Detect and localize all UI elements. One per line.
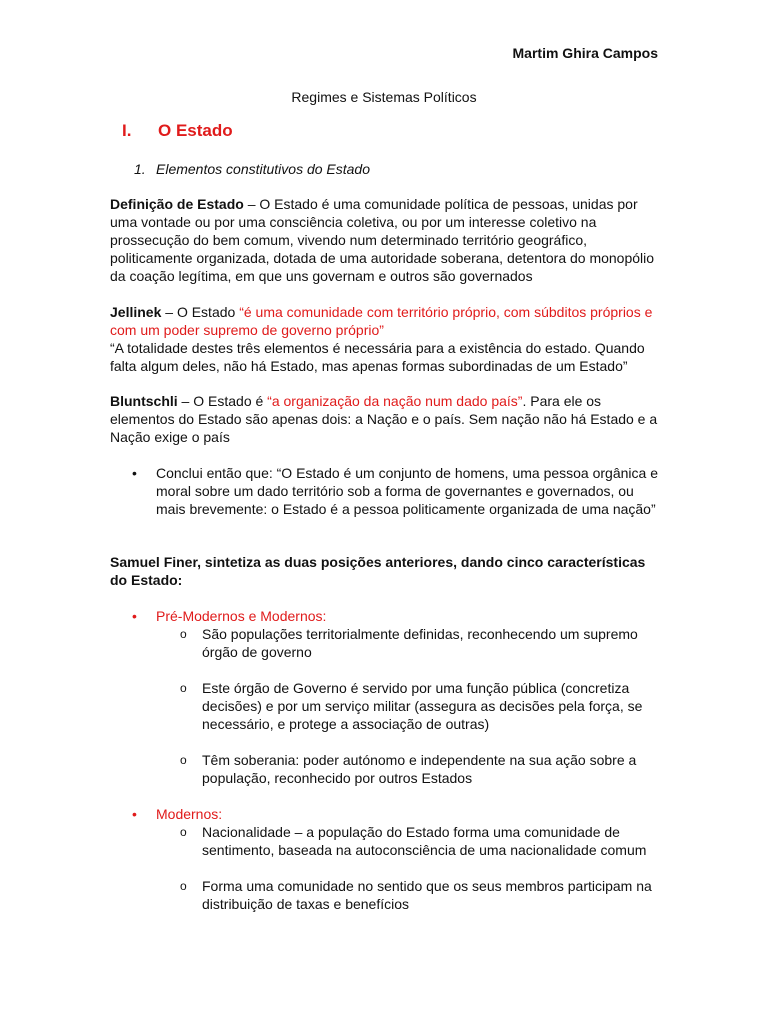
- bluntschli-rest: . Para ele os elementos do Estado são apenas dois: a Nação e o país. Sem nação não há Estado e a Nação exige o país: [110, 393, 658, 445]
- subsection-heading: [134, 160, 370, 178]
- subsection-label: Elementos constitutivos do Estado: [156, 161, 371, 177]
- list-item: [180, 877, 660, 913]
- sub-bullet-mark: o: [180, 681, 187, 695]
- list-item: [180, 751, 660, 787]
- finer-paragraph: Samuel Finer, sintetiza as duas posições anteriores, dando cinco características do Estado:: [110, 554, 646, 588]
- jellinek-paragraph: [110, 303, 658, 375]
- definition-paragraph: [110, 195, 658, 285]
- list-item: [180, 679, 660, 733]
- group-bullet-premodernos: [110, 607, 658, 625]
- jellinek-intro: – O Estado: [161, 304, 240, 320]
- list-item-text: Este órgão de Governo é servido por uma função pública (concretiza decisões) e por um serviço militar (assegura as decisões pela força, se necessário, e protege a associação de outras): [202, 680, 643, 732]
- bullet-mark: •: [132, 465, 137, 481]
- sub-bullet-mark: o: [180, 879, 187, 893]
- list-item-text: Nacionalidade – a população do Estado forma uma comunidade de sentimento, baseada na autoconsciência de uma nacionalidade comum: [202, 824, 647, 858]
- conclusion-bullet: [110, 464, 658, 518]
- author-name: Martim Ghira Campos: [512, 45, 658, 61]
- conclusion-text: Conclui então que: “O Estado é um conjunto de homens, uma pessoa orgânica e moral sobre um dado território sob a forma de governantes e governados, ou mais brevemente: o Estado é a pessoa politicamente organizada de uma nação”: [156, 465, 658, 517]
- list-item: [180, 625, 660, 661]
- bluntschli-intro: – O Estado é: [177, 393, 268, 409]
- jellinek-extra: “A totalidade destes três elementos é necessária para a existência do estado. Quando falta algum deles, não há Estado, mas apenas formas subordinadas de um Estado”: [110, 340, 645, 374]
- sub-bullet-mark: o: [180, 753, 187, 767]
- bluntschli-name: Bluntschli: [110, 393, 178, 409]
- document-title: Regimes e Sistemas Políticos: [291, 89, 477, 105]
- group-bullet-modernos: [110, 805, 658, 823]
- sub-bullet-mark: o: [180, 627, 187, 641]
- definition-term: Definição de Estado: [110, 196, 244, 212]
- jellinek-name: Jellinek: [110, 304, 162, 320]
- definition-text: – O Estado é uma comunidade política de pessoas, unidas por uma vontade ou por uma consciência coletiva, ou por um interesse coletivo na prossecução do bem comum, vivendo num determinado território geográfico, politicamente organizada, dotada de uma autoridade soberana, detentora do monopólio da coação legítima, em que uns governam e outros são governados: [110, 196, 655, 284]
- bluntschli-quote: “a organização da nação num dado país”: [267, 393, 523, 409]
- subsection-number: 1.: [134, 161, 146, 177]
- list-item-text: Têm soberania: poder autónomo e independente na sua ação sobre a população, reconhecido por outros Estados: [202, 752, 637, 786]
- section-number: I.: [122, 121, 132, 140]
- section-label: O Estado: [158, 121, 233, 140]
- bluntschli-paragraph: [110, 392, 658, 446]
- jellinek-quote: “é uma comunidade com território próprio, com súbditos próprios e com um poder supremo de governo próprio”: [110, 304, 653, 338]
- list-item-text: Forma uma comunidade no sentido que os seus membros participam na distribuição de taxas e benefícios: [202, 878, 652, 912]
- list-item: [180, 823, 660, 859]
- list-item-text: São populações territorialmente definidas, reconhecendo um supremo órgão de governo: [202, 626, 638, 660]
- sub-bullet-mark: o: [180, 825, 187, 839]
- bullet-mark: •: [132, 806, 137, 822]
- group-label: Modernos:: [156, 806, 223, 822]
- bullet-mark: •: [132, 608, 137, 624]
- group-label: Pré-Modernos e Modernos:: [156, 608, 327, 624]
- section-heading: [122, 122, 233, 140]
